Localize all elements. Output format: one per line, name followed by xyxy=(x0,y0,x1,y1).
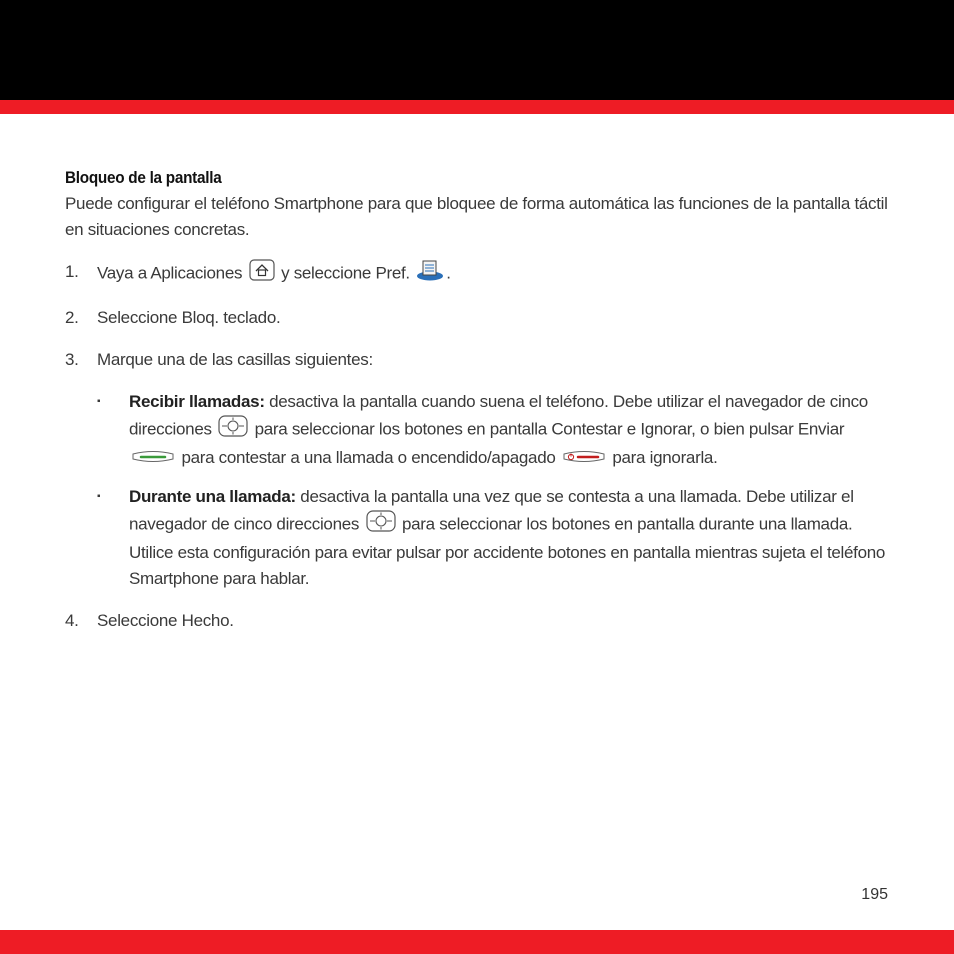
page-number: 195 xyxy=(861,886,888,903)
step-number: 1. xyxy=(65,262,79,281)
option-durante-una-llamada xyxy=(97,484,895,592)
header-bar xyxy=(0,0,954,100)
bullet-mark: ▪ xyxy=(97,396,101,407)
step-number: 2. xyxy=(65,308,79,327)
options-list xyxy=(97,389,895,592)
bullet-mark: ▪ xyxy=(97,490,101,502)
step-text-part: . xyxy=(446,263,451,283)
option-lead: Durante una llamada: xyxy=(129,486,296,506)
step-4 xyxy=(65,608,895,634)
step-text: Seleccione Hecho. xyxy=(97,610,234,630)
step-3 xyxy=(65,347,895,373)
step-text: Marque una de las casillas siguientes: xyxy=(97,350,373,369)
option-recibir-llamadas xyxy=(97,389,895,472)
preferences-icon xyxy=(416,259,444,289)
step-1 xyxy=(65,259,895,289)
option-text-part: para ignorarla. xyxy=(612,448,718,467)
step-text: Seleccione Bloq. teclado. xyxy=(97,308,281,327)
option-text-part: desactiva la pantalla cuando suena el teléfono. Debe utilizar el navegador de cinco direcciones xyxy=(129,392,868,439)
option-text-part: para contestar a una llamada o encendido/apagado xyxy=(181,448,556,467)
section-heading: Bloqueo de la pantalla xyxy=(65,168,222,187)
step-text-part: Vaya a Aplicaciones xyxy=(97,263,243,283)
steps-list xyxy=(65,259,895,373)
option-text-part: desactiva la pantalla una vez que se contesta a una llamada. Debe utilizar el navegador de cinco direcciones xyxy=(129,486,854,533)
option-text-part: para seleccionar los botones en pantalla Contestar e Ignorar, o bien pulsar Enviar xyxy=(254,419,845,439)
home-icon xyxy=(249,259,275,289)
step-number: 3. xyxy=(65,350,79,369)
option-text xyxy=(129,484,895,592)
five-way-navigator-icon xyxy=(218,415,248,445)
step-text-part: y seleccione Pref. xyxy=(281,263,410,283)
option-lead: Recibir llamadas: xyxy=(129,392,265,411)
five-way-navigator-icon xyxy=(366,510,396,540)
step-text xyxy=(97,259,451,289)
step-2 xyxy=(65,305,895,331)
intro-paragraph: Puede configurar el teléfono Smartphone para que bloquee de forma automática las funciones de la pantalla táctil en situaciones concretas. xyxy=(65,194,888,239)
step-number: 4. xyxy=(65,610,79,630)
header-accent-stripe xyxy=(0,100,954,114)
option-text-part: para seleccionar los botones en pantalla durante una llamada. Utilice esta configuración para evitar pulsar por accidente botones en pantalla mientras sujeta el teléfono Smartphone para hablar. xyxy=(129,514,886,588)
power-key-icon xyxy=(562,446,606,472)
option-text xyxy=(129,389,895,472)
page-content xyxy=(65,165,895,650)
footer-accent-stripe xyxy=(0,930,954,954)
send-key-icon xyxy=(131,446,175,472)
